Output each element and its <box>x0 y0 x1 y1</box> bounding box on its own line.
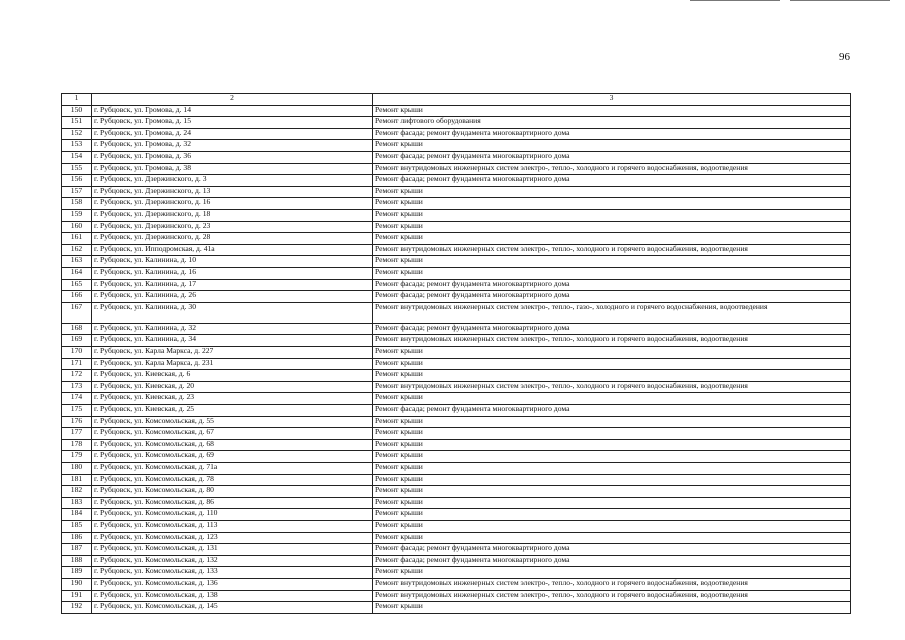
row-address: г. Рубцовск, ул. Комсомольская, д. 145 <box>92 602 373 614</box>
row-work-type: Ремонт фасада; ремонт фундамента многоквартирного дома <box>373 279 851 291</box>
row-address: г. Рубцовск, ул. Громова, д. 24 <box>92 128 373 140</box>
row-work-type: Ремонт фасада; ремонт фундамента многоквартирного дома <box>373 323 851 335</box>
row-number: 152 <box>62 128 92 140</box>
table-row <box>62 555 851 567</box>
row-address: г. Рубцовск, ул. Дзержинского, д. 16 <box>92 198 373 210</box>
row-work-type: Ремонт крыши <box>373 256 851 268</box>
row-address: г. Рубцовск, ул. Комсомольская, д. 113 <box>92 520 373 532</box>
row-number: 192 <box>62 602 92 614</box>
row-number: 158 <box>62 198 92 210</box>
row-number: 173 <box>62 381 92 393</box>
row-address: г. Рубцовск, ул. Дзержинского, д. 13 <box>92 186 373 198</box>
row-work-type: Ремонт крыши <box>373 602 851 614</box>
row-work-type: Ремонт фасада; ремонт фундамента многоквартирного дома <box>373 555 851 567</box>
row-work-type: Ремонт крыши <box>373 186 851 198</box>
row-work-type: Ремонт фасада; ремонт фундамента многоквартирного дома <box>373 175 851 187</box>
row-number: 160 <box>62 221 92 233</box>
table-row <box>62 497 851 509</box>
row-work-type: Ремонт крыши <box>373 474 851 486</box>
row-number: 150 <box>62 105 92 117</box>
row-number: 159 <box>62 209 92 221</box>
row-work-type: Ремонт внутридомовых инженерных систем электро-, тепло-, холодного и горячего водоснабжения, водоотведения <box>373 590 851 602</box>
row-work-type: Ремонт лифтового оборудования <box>373 117 851 129</box>
row-number: 154 <box>62 151 92 163</box>
row-number: 157 <box>62 186 92 198</box>
row-work-type: Ремонт крыши <box>373 221 851 233</box>
row-work-type: Ремонт крыши <box>373 497 851 509</box>
repair-registry-table <box>61 93 851 614</box>
row-work-type: Ремонт внутридомовых инженерных систем электро-, тепло-, холодного и горячего водоснабжения, водоотведения <box>373 578 851 590</box>
row-address: г. Рубцовск, ул. Комсомольская, д. 68 <box>92 439 373 451</box>
row-address: г. Рубцовск, ул. Комсомольская, д. 110 <box>92 509 373 521</box>
table-row <box>62 347 851 359</box>
row-work-type: Ремонт крыши <box>373 509 851 521</box>
row-number: 167 <box>62 302 92 323</box>
row-address: г. Рубцовск, ул. Комсомольская, д. 67 <box>92 428 373 440</box>
table-row <box>62 323 851 335</box>
row-number: 189 <box>62 567 92 579</box>
table-row <box>62 602 851 614</box>
table-row <box>62 463 851 475</box>
row-work-type: Ремонт внутридомовых инженерных систем электро-, тепло-, холодного и горячего водоснабжения, водоотведения <box>373 163 851 175</box>
row-address: г. Рубцовск, ул. Дзержинского, д. 3 <box>92 175 373 187</box>
table-row <box>62 393 851 405</box>
table-row <box>62 381 851 393</box>
row-work-type: Ремонт крыши <box>373 209 851 221</box>
row-work-type: Ремонт внутридомовых инженерных систем электро-, тепло-, газо-, холодного и горячего водоснабжения, водоотведения <box>373 302 851 323</box>
row-address: г. Рубцовск, ул. Дзержинского, д. 23 <box>92 221 373 233</box>
table-row <box>62 221 851 233</box>
row-work-type: Ремонт крыши <box>373 358 851 370</box>
row-number: 155 <box>62 163 92 175</box>
row-work-type: Ремонт крыши <box>373 451 851 463</box>
row-address: г. Рубцовск, ул. Громова, д. 15 <box>92 117 373 129</box>
row-address: г. Рубцовск, ул. Комсомольская, д. 136 <box>92 578 373 590</box>
row-address: г. Рубцовск, ул. Громова, д. 38 <box>92 163 373 175</box>
row-work-type: Ремонт фасада; ремонт фундамента многоквартирного дома <box>373 291 851 303</box>
row-work-type: Ремонт крыши <box>373 233 851 245</box>
row-work-type: Ремонт крыши <box>373 520 851 532</box>
table-row <box>62 267 851 279</box>
row-number: 164 <box>62 267 92 279</box>
row-number: 175 <box>62 405 92 417</box>
table-row <box>62 186 851 198</box>
row-number: 168 <box>62 323 92 335</box>
row-address: г. Рубцовск, ул. Карла Маркса, д. 227 <box>92 347 373 359</box>
table-row <box>62 105 851 117</box>
table-row <box>62 244 851 256</box>
row-address: г. Рубцовск, ул. Комсомольская, д. 133 <box>92 567 373 579</box>
table-row <box>62 233 851 245</box>
table-row <box>62 578 851 590</box>
row-number: 178 <box>62 439 92 451</box>
row-number: 170 <box>62 347 92 359</box>
row-number: 161 <box>62 233 92 245</box>
row-number: 184 <box>62 509 92 521</box>
row-work-type: Ремонт крыши <box>373 140 851 152</box>
table-row <box>62 370 851 382</box>
row-address: г. Рубцовск, ул. Ипподромская, д. 41а <box>92 244 373 256</box>
row-work-type: Ремонт крыши <box>373 439 851 451</box>
table-row <box>62 151 851 163</box>
row-work-type: Ремонт крыши <box>373 416 851 428</box>
page-number: 96 <box>839 51 850 63</box>
table-row <box>62 117 851 129</box>
top-rule-right <box>790 0 890 1</box>
table-row <box>62 532 851 544</box>
row-work-type: Ремонт внутридомовых инженерных систем электро-, тепло-, холодного и горячего водоснабжения, водоотведения <box>373 381 851 393</box>
row-number: 181 <box>62 474 92 486</box>
row-number: 190 <box>62 578 92 590</box>
row-number: 177 <box>62 428 92 440</box>
row-number: 188 <box>62 555 92 567</box>
table-row <box>62 198 851 210</box>
table-row <box>62 302 851 323</box>
table-row <box>62 140 851 152</box>
row-address: г. Рубцовск, ул. Громова, д. 32 <box>92 140 373 152</box>
table-row <box>62 358 851 370</box>
row-number: 156 <box>62 175 92 187</box>
row-work-type: Ремонт крыши <box>373 198 851 210</box>
row-address: г. Рубцовск, ул. Комсомольская, д. 132 <box>92 555 373 567</box>
row-work-type: Ремонт крыши <box>373 532 851 544</box>
row-work-type: Ремонт внутридомовых инженерных систем электро-, тепло-, холодного и горячего водоснабжения, водоотведения <box>373 335 851 347</box>
row-number: 176 <box>62 416 92 428</box>
row-address: г. Рубцовск, ул. Карла Маркса, д. 231 <box>92 358 373 370</box>
table-row <box>62 175 851 187</box>
row-number: 191 <box>62 590 92 602</box>
row-address: г. Рубцовск, ул. Комсомольская, д. 86 <box>92 497 373 509</box>
row-work-type: Ремонт фасада; ремонт фундамента многоквартирного дома <box>373 151 851 163</box>
table-row <box>62 128 851 140</box>
row-address: г. Рубцовск, ул. Киевская, д. 23 <box>92 393 373 405</box>
row-address: г. Рубцовск, ул. Киевская, д. 6 <box>92 370 373 382</box>
table-row <box>62 405 851 417</box>
row-work-type: Ремонт крыши <box>373 393 851 405</box>
row-work-type: Ремонт фасада; ремонт фундамента многоквартирного дома <box>373 405 851 417</box>
row-work-type: Ремонт фасада; ремонт фундамента многоквартирного дома <box>373 128 851 140</box>
row-number: 162 <box>62 244 92 256</box>
row-number: 153 <box>62 140 92 152</box>
row-number: 180 <box>62 463 92 475</box>
table-row <box>62 590 851 602</box>
row-address: г. Рубцовск, ул. Комсомольская, д. 138 <box>92 590 373 602</box>
row-number: 165 <box>62 279 92 291</box>
row-number: 174 <box>62 393 92 405</box>
row-work-type: Ремонт внутридомовых инженерных систем электро-, тепло-, холодного и горячего водоснабжения, водоотведения <box>373 244 851 256</box>
row-address: г. Рубцовск, ул. Комсомольская, д. 78 <box>92 474 373 486</box>
row-address: г. Рубцовск, ул. Комсомольская, д. 69 <box>92 451 373 463</box>
table-row <box>62 567 851 579</box>
row-work-type: Ремонт крыши <box>373 347 851 359</box>
row-address: г. Рубцовск, ул. Комсомольская, д. 55 <box>92 416 373 428</box>
row-address: г. Рубцовск, ул. Комсомольская, д. 80 <box>92 486 373 498</box>
row-work-type: Ремонт крыши <box>373 486 851 498</box>
header-col-3: 3 <box>373 94 851 106</box>
top-rule-left <box>690 0 780 1</box>
row-address: г. Рубцовск, ул. Калинина, д. 16 <box>92 267 373 279</box>
row-number: 163 <box>62 256 92 268</box>
table-row <box>62 416 851 428</box>
row-address: г. Рубцовск, ул. Комсомольская, д. 131 <box>92 544 373 556</box>
row-address: г. Рубцовск, ул. Киевская, д. 20 <box>92 381 373 393</box>
row-address: г. Рубцовск, ул. Громова, д. 36 <box>92 151 373 163</box>
header-col-1: 1 <box>62 94 92 106</box>
row-number: 166 <box>62 291 92 303</box>
table-row <box>62 209 851 221</box>
table-body <box>62 94 851 614</box>
row-address: г. Рубцовск, ул. Комсомольская, д. 123 <box>92 532 373 544</box>
table-row <box>62 428 851 440</box>
table-row <box>62 486 851 498</box>
table-row <box>62 335 851 347</box>
table-row <box>62 544 851 556</box>
row-address: г. Рубцовск, ул. Калинина, д. 34 <box>92 335 373 347</box>
row-work-type: Ремонт крыши <box>373 428 851 440</box>
row-number: 171 <box>62 358 92 370</box>
row-address: г. Рубцовск, ул. Громова, д. 14 <box>92 105 373 117</box>
table-row <box>62 163 851 175</box>
row-number: 187 <box>62 544 92 556</box>
table-header-row <box>62 94 851 106</box>
row-number: 186 <box>62 532 92 544</box>
table-row <box>62 509 851 521</box>
row-address: г. Рубцовск, ул. Дзержинского, д. 18 <box>92 209 373 221</box>
row-number: 151 <box>62 117 92 129</box>
row-work-type: Ремонт крыши <box>373 105 851 117</box>
row-number: 183 <box>62 497 92 509</box>
row-work-type: Ремонт фасада; ремонт фундамента многоквартирного дома <box>373 544 851 556</box>
row-number: 169 <box>62 335 92 347</box>
table-row <box>62 451 851 463</box>
table-row <box>62 474 851 486</box>
row-address: г. Рубцовск, ул. Калинина, д. 32 <box>92 323 373 335</box>
row-address: г. Рубцовск, ул. Комсомольская, д. 71а <box>92 463 373 475</box>
row-number: 185 <box>62 520 92 532</box>
header-col-2: 2 <box>92 94 373 106</box>
row-number: 182 <box>62 486 92 498</box>
table-row <box>62 256 851 268</box>
row-work-type: Ремонт крыши <box>373 267 851 279</box>
row-address: г. Рубцовск, ул. Киевская, д. 25 <box>92 405 373 417</box>
row-address: г. Рубцовск, ул. Калинина, д. 10 <box>92 256 373 268</box>
row-address: г. Рубцовск, ул. Калинина, д. 17 <box>92 279 373 291</box>
row-work-type: Ремонт крыши <box>373 370 851 382</box>
row-number: 172 <box>62 370 92 382</box>
table-row <box>62 439 851 451</box>
table-row <box>62 291 851 303</box>
row-address: г. Рубцовск, ул. Калинина, д. 26 <box>92 291 373 303</box>
table-row <box>62 520 851 532</box>
row-address: г. Рубцовск, ул. Калинина, д. 30 <box>92 302 373 323</box>
row-address: г. Рубцовск, ул. Дзержинского, д. 28 <box>92 233 373 245</box>
row-work-type: Ремонт крыши <box>373 463 851 475</box>
row-number: 179 <box>62 451 92 463</box>
row-work-type: Ремонт крыши <box>373 567 851 579</box>
table-row <box>62 279 851 291</box>
